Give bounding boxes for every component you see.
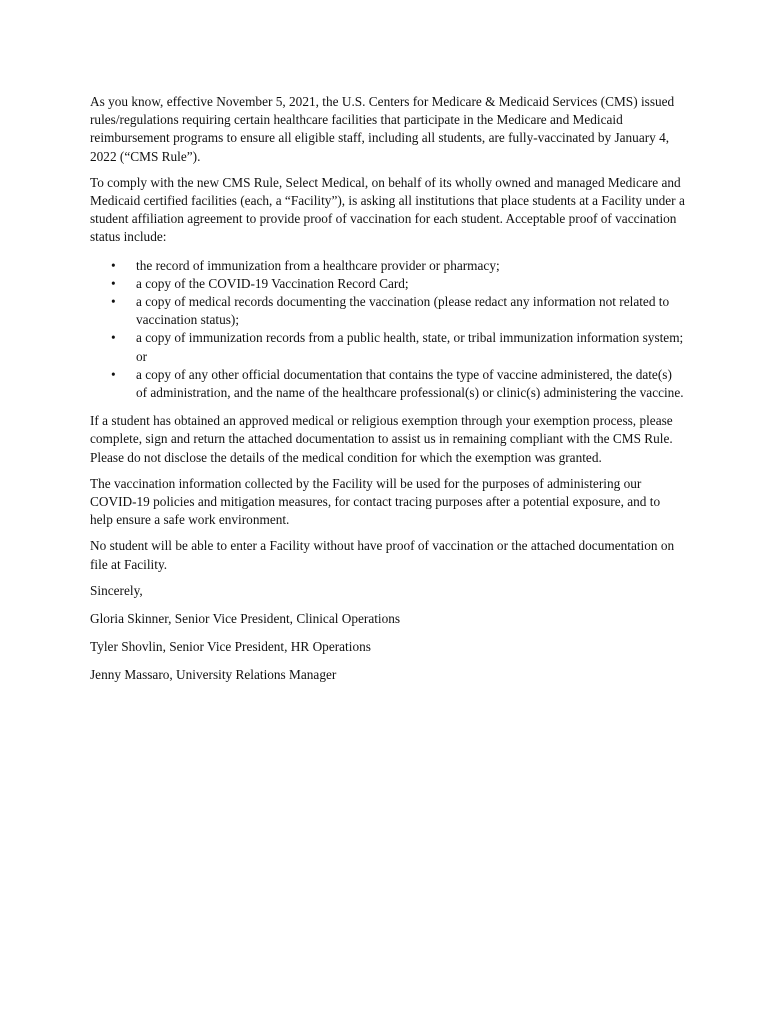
bullet-icon: • <box>111 294 116 310</box>
closing-salutation: Sincerely, <box>90 582 143 598</box>
list-item-text: a copy of any other official documentation that contains the type of vaccine administered, the date(s) of administration, and the name of the healthcare professional(s) or clinic(s) administering the vaccine. <box>136 366 684 401</box>
list-item <box>90 366 685 402</box>
intro-paragraph: As you know, effective November 5, 2021, the U.S. Centers for Medicare & Medicaid Services (CMS) issued rules/regulations requiring certain healthcare facilities that participate in the Medicare and Medicaid reimbursement programs to ensure all eligible staff, including all students, are fully-vaccinated by January 4, 2022 (“CMS Rule”). <box>90 94 675 164</box>
entry-requirement-paragraph: No student will be able to enter a Facility without have proof of vaccination or the attached documentation on file at Facility. <box>90 538 675 572</box>
list-item <box>90 329 685 365</box>
bullet-icon: • <box>111 366 116 382</box>
bullet-icon: • <box>111 330 116 346</box>
request-paragraph: To comply with the new CMS Rule, Select Medical, on behalf of its wholly owned and managed Medicare and Medicaid certified facilities (each, a “Facility”), is asking all institutions that place students at a Facility under a student affiliation agreement to provide proof of vaccination for each student. Acceptable proof of vaccination status include: <box>90 174 685 245</box>
list-item <box>90 275 685 293</box>
list-item-text: a copy of the COVID-19 Vaccination Record Card; <box>136 275 409 291</box>
acceptable-proof-list <box>90 257 685 403</box>
signatory: Gloria Skinner, Senior Vice President, Clinical Operations <box>90 611 401 627</box>
list-item <box>90 293 685 329</box>
exemption-paragraph: If a student has obtained an approved medical or religious exemption through your exemption process, please complete, sign and return the attached documentation to assist us in remaining compliant with the CMS Rule. Please do not disclose the details of the medical condition for which the exemption was granted. <box>90 413 673 465</box>
data-use-paragraph: The vaccination information collected by the Facility will be used for the purposes of administering our COVID-19 policies and mitigation measures, for contact tracing purposes after a potential exposure, and to help ensure a safe work environment. <box>90 475 661 528</box>
list-item-text: the record of immunization from a healthcare provider or pharmacy; <box>136 257 500 273</box>
signatory: Jenny Massaro, University Relations Manager <box>90 667 337 683</box>
signatory: Tyler Shovlin, Senior Vice President, HR Operations <box>90 639 371 655</box>
list-item-text: a copy of immunization records from a public health, state, or tribal immunization information system; or <box>136 330 684 364</box>
bullet-icon: • <box>111 275 116 291</box>
list-item-text: a copy of medical records documenting the vaccination (please redact any information not related to vaccination status); <box>136 294 670 328</box>
letter-body <box>90 93 685 695</box>
bullet-icon: • <box>111 257 116 273</box>
list-item <box>90 257 685 275</box>
